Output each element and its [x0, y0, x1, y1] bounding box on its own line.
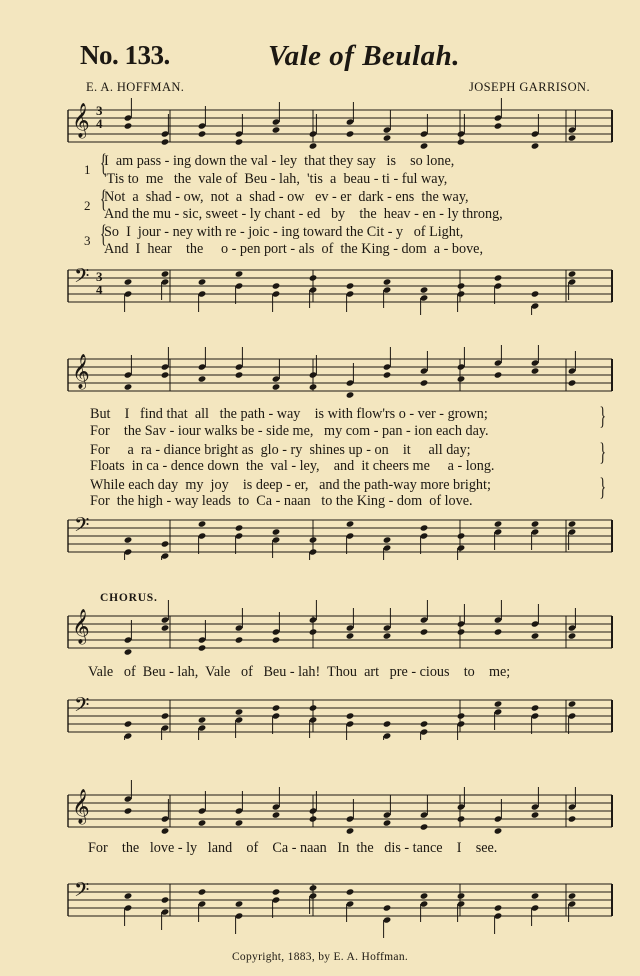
- note-head: [531, 632, 540, 639]
- treble-clef-icon: 𝄞: [72, 354, 90, 389]
- note-head: [457, 282, 466, 289]
- note-head: [457, 628, 466, 635]
- bass-clef-icon: 𝄢: [74, 693, 90, 721]
- bass-staff-4: [68, 884, 612, 938]
- bass-staff-2: [68, 520, 612, 560]
- music-system-4: [0, 780, 640, 940]
- note-head: [531, 142, 540, 149]
- note-head: [420, 379, 429, 386]
- note-head: [272, 126, 281, 133]
- brace-icon: {: [100, 150, 107, 177]
- note-head: [531, 892, 540, 899]
- treble-staff-1: [68, 98, 612, 150]
- note-head: [420, 720, 429, 727]
- note-head: [161, 712, 170, 719]
- verse-3-line-2: And I hear the o - pen port - als of the King - dom a - bove,: [104, 241, 484, 257]
- note-head: [161, 371, 170, 378]
- note-head: [346, 391, 355, 398]
- note-head: [309, 536, 318, 543]
- note-head: [198, 375, 207, 382]
- verse-number: 2: [84, 198, 91, 213]
- verse-1-line-1: I am pass - ing down the val - ley that they say is so lone,: [104, 153, 455, 169]
- note-head: [198, 716, 207, 723]
- note-head: [420, 628, 429, 635]
- note-head: [568, 270, 577, 277]
- note-head: [124, 278, 133, 285]
- note-head: [457, 892, 466, 899]
- chorus-label: CHORUS.: [100, 592, 158, 604]
- note-head: [494, 628, 503, 635]
- note-head: [272, 528, 281, 535]
- treble-clef-icon: 𝄞: [72, 789, 90, 824]
- chorus-line-1: Vale of Beu - lah, Vale of Beu - lah! Thou art pre - cious to me;: [88, 664, 511, 680]
- note-head: [198, 888, 207, 895]
- bass-staff-3: [68, 700, 612, 740]
- verse-2-line-2: And the mu - sic, sweet - ly chant - ed by the heav - en - ly throng,: [104, 206, 503, 222]
- note-head: [161, 138, 170, 145]
- bass-staff-1: [68, 270, 612, 315]
- note-head: [457, 375, 466, 382]
- note-head: [420, 286, 429, 293]
- note-head: [568, 815, 577, 822]
- note-head: [383, 819, 392, 826]
- refrain-line-5: While each day my joy is deep - er, and the path-way more bright;: [90, 477, 491, 493]
- note-head: [531, 704, 540, 711]
- note-head: [198, 130, 207, 137]
- note-head: [383, 720, 392, 727]
- note-head: [531, 811, 540, 818]
- time-signature-treble: 3 4: [96, 103, 103, 131]
- note-head: [235, 819, 244, 826]
- note-head: [383, 904, 392, 911]
- right-brace-icon: {: [599, 403, 606, 430]
- note-head: [494, 371, 503, 378]
- note-head: [494, 274, 503, 281]
- note-head: [235, 270, 244, 277]
- note-head: [272, 811, 281, 818]
- note-head: [383, 536, 392, 543]
- verse-1-line-2: 'Tis to me the vale of Beu - lah, 'tis a beau - ti - ful way,: [104, 171, 448, 187]
- note-head: [309, 383, 318, 390]
- note-head: [346, 712, 355, 719]
- note-head: [346, 282, 355, 289]
- note-head: [124, 720, 133, 727]
- note-head: [346, 888, 355, 895]
- bass-clef-icon: 𝄢: [74, 264, 90, 292]
- note-head: [568, 700, 577, 707]
- note-head: [568, 520, 577, 527]
- note-head: [309, 815, 318, 822]
- verse-number: 1: [84, 162, 91, 177]
- note-head: [457, 532, 466, 539]
- verse-3-line-1: So I jour - ney with re - joic - ing toward the Cit - y of Light,: [104, 224, 464, 240]
- note-head: [568, 632, 577, 639]
- note-head: [420, 142, 429, 149]
- note-head: [420, 892, 429, 899]
- note-head: [235, 636, 244, 643]
- right-brace-icon: {: [599, 439, 606, 466]
- note-head: [235, 708, 244, 715]
- note-head: [161, 827, 170, 834]
- note-head: [568, 134, 577, 141]
- bass-clef-icon: 𝄢: [74, 878, 90, 906]
- note-head: [235, 371, 244, 378]
- note-head: [346, 130, 355, 137]
- verse-number: 3: [84, 233, 91, 248]
- time-signature-bass: 3 4: [96, 269, 103, 297]
- note-head: [531, 520, 540, 527]
- note-head: [346, 520, 355, 527]
- note-head: [272, 704, 281, 711]
- note-head: [309, 274, 318, 281]
- note-head: [124, 536, 133, 543]
- lyricist-credit: E. A. HOFFMAN.: [86, 80, 185, 94]
- composer-credit: JOSEPH GARRISON.: [468, 80, 590, 94]
- note-head: [568, 379, 577, 386]
- note-head: [309, 704, 318, 711]
- note-head: [161, 270, 170, 277]
- note-head: [198, 644, 207, 651]
- treble-staff-4: [68, 780, 612, 835]
- hymn-number: No. 133.: [80, 40, 170, 70]
- note-head: [272, 282, 281, 289]
- note-head: [124, 648, 133, 655]
- note-head: [161, 624, 170, 631]
- note-head: [494, 520, 503, 527]
- note-head: [494, 904, 503, 911]
- note-head: [568, 892, 577, 899]
- note-head: [531, 367, 540, 374]
- note-head: [198, 520, 207, 527]
- note-head: [457, 138, 466, 145]
- brace-icon: {: [100, 221, 107, 248]
- refrain-line-2: For the Sav - iour walks be - side me, my com - pan - ion each day.: [90, 423, 489, 439]
- note-head: [383, 278, 392, 285]
- note-head: [124, 383, 133, 390]
- note-head: [457, 712, 466, 719]
- note-head: [420, 823, 429, 830]
- treble-staff-3: [68, 600, 612, 656]
- refrain-line-4: Floats in ca - dence down the val - ley, and it cheers me a - long.: [90, 458, 495, 474]
- right-brace-icon: {: [599, 474, 606, 501]
- chorus-line-2: For the love - ly land of Ca - naan In the dis - tance I see.: [88, 840, 498, 856]
- note-head: [124, 807, 133, 814]
- note-head: [531, 290, 540, 297]
- note-head: [235, 138, 244, 145]
- note-head: [309, 628, 318, 635]
- treble-clef-icon: 𝄞: [72, 103, 90, 138]
- treble-clef-icon: 𝄞: [72, 609, 90, 644]
- note-head: [346, 632, 355, 639]
- note-head: [272, 383, 281, 390]
- note-head: [161, 540, 170, 547]
- note-head: [420, 524, 429, 531]
- note-head: [383, 134, 392, 141]
- note-head: [124, 122, 133, 129]
- refrain-line-1: But I find that all the path - way is with flow'rs o - ver - grown;: [90, 406, 488, 422]
- note-head: [494, 700, 503, 707]
- note-head: [457, 815, 466, 822]
- note-head: [198, 278, 207, 285]
- note-head: [309, 884, 318, 891]
- note-head: [383, 632, 392, 639]
- note-head: [309, 142, 318, 149]
- copyright-notice: Copyright, 1883, by E. A. Hoffman.: [231, 951, 409, 963]
- note-head: [161, 896, 170, 903]
- note-head: [198, 819, 207, 826]
- refrain-line-6: For the high - way leads to Ca - naan to the King - dom of love.: [90, 493, 473, 509]
- note-head: [494, 122, 503, 129]
- hymn-title: Vale of Beulah.: [268, 40, 460, 72]
- note-head: [124, 892, 133, 899]
- note-head: [235, 900, 244, 907]
- note-head: [494, 827, 503, 834]
- note-head: [235, 524, 244, 531]
- note-head: [272, 636, 281, 643]
- note-head: [346, 827, 355, 834]
- treble-staff-2: [68, 345, 612, 399]
- refrain-line-3: For a ra - diance bright as glo - ry shines up - on it all day;: [90, 442, 471, 458]
- note-head: [383, 371, 392, 378]
- brace-icon: {: [100, 186, 107, 213]
- verse-2-line-1: Not a shad - ow, not a shad - ow ev - er dark - ens the way,: [104, 189, 469, 205]
- note-head: [272, 888, 281, 895]
- bass-clef-icon: 𝄢: [74, 513, 90, 541]
